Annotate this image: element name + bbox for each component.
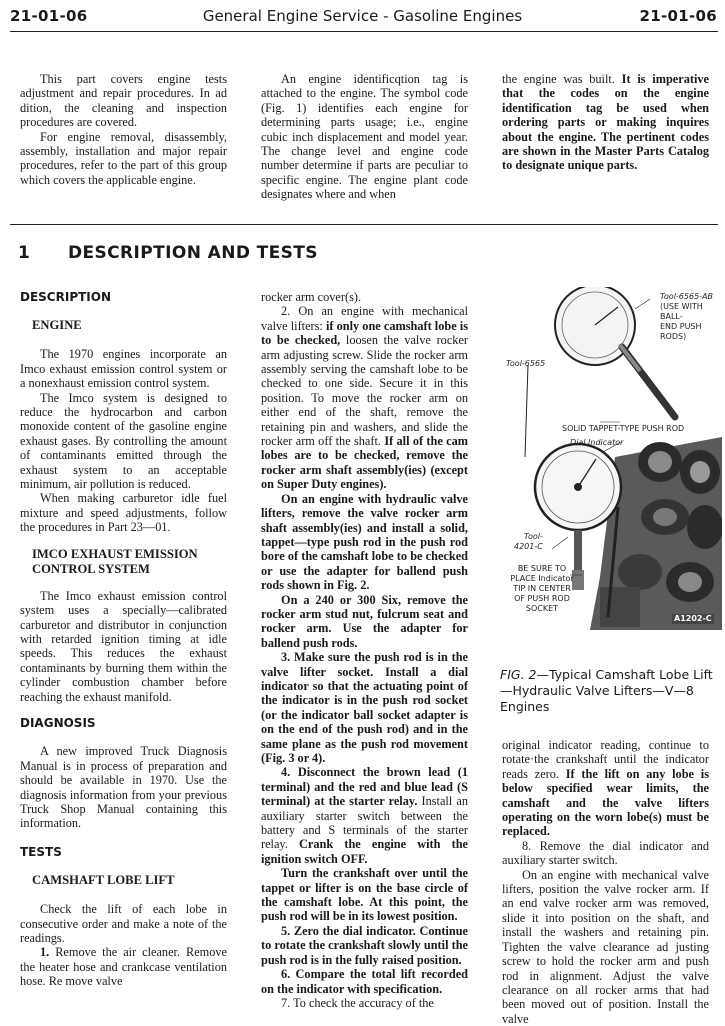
- label-tool-6565: Tool-6565: [506, 359, 546, 368]
- plain-text: original indicator reading, continue to rotate·the crankshaft until the indicator reads zero.: [502, 738, 709, 781]
- heading-camshaft-lobe-lift: CAMSHAFT LOBE LIFT: [32, 873, 175, 888]
- bold-text: if only one camshaft lobe is to be checked,: [261, 318, 468, 348]
- paragraph: When making carburetor idle fuel mixture and speed adjustments, follow the procedures in Part 23—01.: [20, 491, 227, 535]
- plain-text: the engine was built.: [502, 72, 615, 86]
- top-dial-indicator-graphic: [555, 287, 675, 417]
- label-be-sure-note: BE SURE TO PLACE Indicator TIP IN CENTER OF PUSH ROD SOCKET: [510, 564, 574, 613]
- heading-engine: ENGINE: [32, 318, 82, 333]
- figure-number: FIG. 2: [500, 667, 537, 682]
- page-number-left: 21-01-06: [10, 7, 88, 25]
- paragraph: The 1970 engines incorporate an Imco exhaust emission control system or a nonexhaust emission control system.: [20, 347, 227, 391]
- intro-paragraph: [502, 72, 709, 173]
- paragraph: [261, 765, 468, 866]
- paragraph: Check the lift of each lobe in consecutive order and make a note of the readings.: [20, 902, 227, 945]
- paragraph: On an engine with hydraulic valve lifters, remove the valve rocker arm shaft assembly(ies) and install a solid, tappet—type push rod in the push rod bore of the camshaft lobe to be checked or use the adapter for ballend push rods shown in Fig. 2.: [261, 491, 468, 593]
- heading-tests: TESTS: [20, 844, 62, 859]
- label-tool-4201-c: Tool- 4201-C: [514, 532, 543, 551]
- paragraph: 7. To check the accuracy of the: [281, 995, 434, 1010]
- intro-column-2: [261, 72, 468, 202]
- intro-column-3: [502, 72, 709, 173]
- paragraph: [502, 738, 709, 839]
- left-column: [20, 290, 227, 989]
- paragraph: rocker arm cover(s).: [261, 290, 362, 304]
- label-solid-tappet-push-rod: SOLID TAPPET-TYPE PUSH ROD: [562, 424, 685, 433]
- paragraph: Turn the crankshaft over until the tappet or lifter is on the base circle of the camshaft lobe. At this point, the push rod will be in its lowest position.: [261, 866, 468, 924]
- paragraph: A new improved Truck Diagnosis Manual is in process of preparation and should be available in 1970. Use the diagnosis information from your previous Truck Shop Manual containing this information.: [20, 744, 227, 831]
- figure-caption: [500, 667, 720, 715]
- bold-text: If all of the cam lobes are to be checked, remove the rocker arm shaft assembly(ies) (except on Super Duty engines).: [261, 434, 468, 492]
- heading-imco: IMCO EXHAUST EMISSION CONTROL SYSTEM: [32, 546, 198, 576]
- bold-text: 4. Disconnect the brown lead (1 terminal) and the red and blue lead (S terminal) at the starter relay.: [261, 765, 468, 809]
- paragraph: [20, 945, 227, 988]
- paragraph: The Imco exhaust emission control system uses a specially—calibrated carburetor and distributor in conjunction with retarded ignition timing at idle speeds. This reduces the exhaust contaminants by burning them within the cylinder combustion chamber before reaching the exhaust manifold.: [20, 588, 227, 704]
- middle-column: [261, 290, 468, 1010]
- bold-text: If the lift on any lobe is below specified wear limits, the camshaft and the valve lifters operating on the worn lobe(s) must be replaced.: [502, 766, 709, 839]
- paragraph: [261, 304, 468, 491]
- label-dial-indicator: Dial Indicator: [570, 438, 624, 447]
- figure-2-illustration: [500, 287, 722, 630]
- running-title: General Engine Service - Gasoline Engines: [202, 7, 523, 25]
- bold-text: Crank the engine with the ignition switch OFF.: [261, 837, 469, 866]
- heading-description: DESCRIPTION: [20, 290, 112, 304]
- page-number-right: 21-01-06: [639, 7, 717, 25]
- intro-column-1: [20, 72, 227, 187]
- paragraph: 5. Zero the dial indicator. Continue to rotate the crankshaft slowly until the push rod is in the fully raised position.: [261, 923, 468, 967]
- plain-text: Install an auxiliary starter switch between the battery and S terminals of the starter relay.: [261, 794, 469, 852]
- plain-text: 2. On an engine with mechanical valve lifters:: [261, 304, 468, 333]
- bold-text: It is imperative that the codes on the engine identification tag be used when ordering parts or making inquires about the engine. The pertinent codes are shown in the Master Parts Catalog to designate unique parts.: [502, 72, 709, 173]
- section-rule: [10, 224, 718, 225]
- intro-paragraph: This part covers engine tests adjustment and repair procedures. In ad dition, the cleaning and inspection procedures are covered.: [20, 72, 227, 130]
- paragraph: 6. Compare the total lift recorded on the indicator with specification.: [261, 967, 468, 996]
- figure-code: A1202-C: [674, 614, 712, 623]
- heading-diagnosis: DIAGNOSIS: [20, 715, 96, 730]
- paragraph: 3. Make sure the push rod is in the valve lifter socket. Install a dial indicator so that the actuating point of the indicator is in the push rod socket (or the indicator ball socket adapter is on the end of the push rod) and in the same plane as the push rod movement (Fig. 3 or 4).: [261, 650, 468, 765]
- section-number: 1: [18, 243, 30, 263]
- intro-paragraph: An engine identificqtion tag is attached to the engine. The symbol code (Fig. 1) identifies each engine for determining parts usage; i.e., engine cubic inch displacement and model year. The change level and engine code number determine if parts are peculiar to specific engine. The engine plant code designates where and when: [261, 72, 468, 202]
- paragraph: On a 240 or 300 Six, remove the rocker arm stud nut, fulcrum seat and rocker arm. Use the adapter for ballend push rods.: [261, 592, 468, 650]
- paragraph: On an engine with mechanical valve lifters, position the valve rocker arm. If an end valve rocker arm was removed, slide it into position on the shaft, and install the washers and retaining pin. Tighten the valve clearance ad justing screw to hold the rocker arm and push rod in alignment. Adjust the valve clearance on all rocker arms that had been moved out of position. Install the valve: [502, 867, 709, 1026]
- intro-paragraph: For engine removal, disassembly, assembly, installation and major repair procedures, refer to the part of this group which covers the applicable engine.: [20, 129, 227, 187]
- plain-text: Remove the air cleaner. Remove the heater hose and crankcase ventilation hose. Re move valve: [20, 945, 227, 989]
- right-column: [502, 738, 709, 1026]
- plain-text: loosen the valve rocker arm adjusting screw. Slide the rocker arm assembly serving the camshaft lobe to be checked to one side. Secure it in this position. To move the rocker arm on either end of the shaft, remove the retaining pin and washers, and slide the rocker arm off the shaft.: [261, 333, 468, 449]
- label-tool-6565-ab: Tool-6565-AB (USE WITH BALL- END PUSH RODS): [660, 292, 714, 341]
- paragraph: The Imco system is designed to reduce the hydrocarbon and carbon monoxide content of the gasoline engine exhaust gases. By controlling the amount of contaminants emitted through the exhaust system to an acceptable minimum, air pollution is reduced.: [20, 390, 227, 492]
- header-rule: [10, 31, 718, 32]
- section-title: DESCRIPTION AND TESTS: [68, 243, 318, 263]
- caption-text: —Typical Camshaft Lobe Lift—Hydraulic Valve Lifters—V—8 Engines: [500, 667, 713, 714]
- page-header: [0, 0, 725, 30]
- paragraph: 8. Remove the dial indicator and auxiliary starter switch.: [502, 838, 709, 868]
- step-number: 1.: [40, 945, 50, 960]
